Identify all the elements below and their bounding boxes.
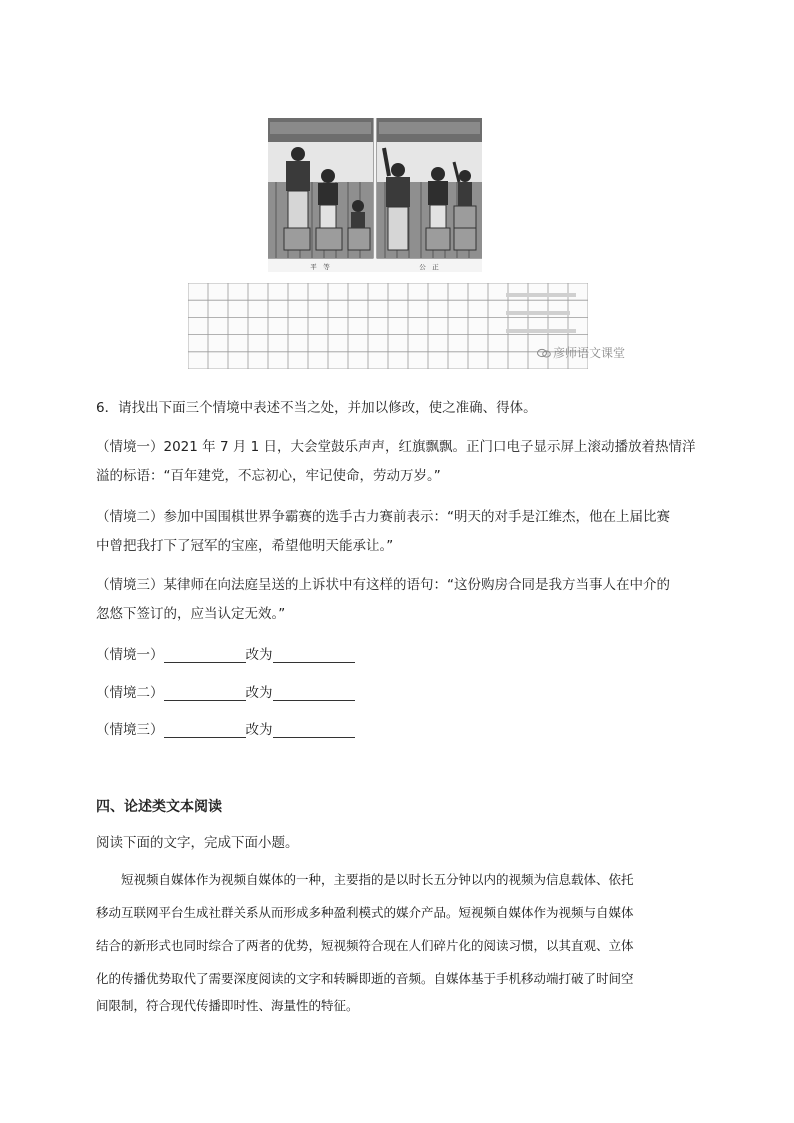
answer-line-3: [96, 720, 355, 740]
passage-line: 间限制，符合现代传播即时性、海量性的特征。: [96, 998, 359, 1013]
scenario-2-line-1: （情境二）参加中国围棋世界争霸赛的选手古力赛前表示：“明天的对手是江维杰，他在上届比赛: [96, 509, 670, 525]
watermark: [537, 344, 625, 361]
writing-grid-lines: [188, 283, 588, 369]
answer-connector: 改为: [245, 647, 273, 663]
answer-blank-original[interactable]: [164, 645, 246, 663]
section-4-heading: 四、论述类文本阅读: [96, 799, 222, 815]
right-panel: [377, 118, 482, 258]
answer-blank-revised[interactable]: [273, 720, 355, 738]
cartoon-image: [268, 118, 482, 272]
answer-label: （情境一）: [96, 647, 164, 663]
left-panel-caption: 平 等: [310, 263, 330, 271]
scenario-3-line-2: 忽悠下签订的，应当认定无效。”: [96, 606, 286, 622]
right-panel-caption: 公 正: [419, 263, 439, 271]
left-panel: [268, 118, 373, 258]
wechat-icon: [537, 348, 551, 358]
answer-blank-revised[interactable]: [273, 645, 355, 663]
passage-line: 化的传播优势取代了需要深度阅读的文字和转瞬即逝的音频。自媒体基于手机移动端打破了时间空: [96, 971, 634, 986]
answer-label: （情境三）: [96, 722, 164, 738]
passage-line: 结合的新形式也同时综合了两者的优势，短视频符合现在人们碎片化的阅读习惯，以其直观、立体: [96, 938, 634, 953]
scenario-3-line-1: （情境三）某律师在向法庭呈送的上诉状中有这样的语句：“这份购房合同是我方当事人在中介的: [96, 577, 670, 593]
passage-line: 短视频自媒体作为视频自媒体的一种，主要指的是以时长五分钟以内的视频为信息载体、依托: [96, 872, 634, 887]
answer-label: （情境二）: [96, 685, 164, 701]
question-6-prompt: 6．请找出下面三个情境中表述不当之处，并加以修改，使之准确、得体。: [96, 400, 537, 416]
equality-justice-cartoon: [268, 118, 482, 272]
writing-grid: [188, 283, 588, 369]
scenario-2-line-2: 中曾把我打下了冠军的宝座，希望他明天能承让。”: [96, 538, 394, 554]
watermark-text: 彦师语文课堂: [553, 346, 626, 360]
answer-connector: 改为: [245, 685, 273, 701]
answer-blank-original[interactable]: [164, 683, 246, 701]
answer-line-2: [96, 683, 355, 703]
answer-blank-original[interactable]: [164, 720, 246, 738]
scenario-1-line-2: 溢的标语：“百年建党，不忘初心，牢记使命，劳动万岁。”: [96, 468, 441, 484]
scenario-1-line-1: （情境一）2021 年 7 月 1 日，大会堂鼓乐声声，红旗飘飘。正门口电子显示屏上滚动播放着热情洋: [96, 439, 696, 455]
passage-line: 移动互联网平台生成社群关系从而形成多种盈利模式的媒介产品。短视频自媒体作为视频与自媒体: [96, 905, 634, 920]
answer-connector: 改为: [245, 722, 273, 738]
answer-line-1: [96, 645, 355, 665]
answer-blank-revised[interactable]: [273, 683, 355, 701]
reading-instruction: 阅读下面的文字，完成下面小题。: [96, 835, 299, 851]
